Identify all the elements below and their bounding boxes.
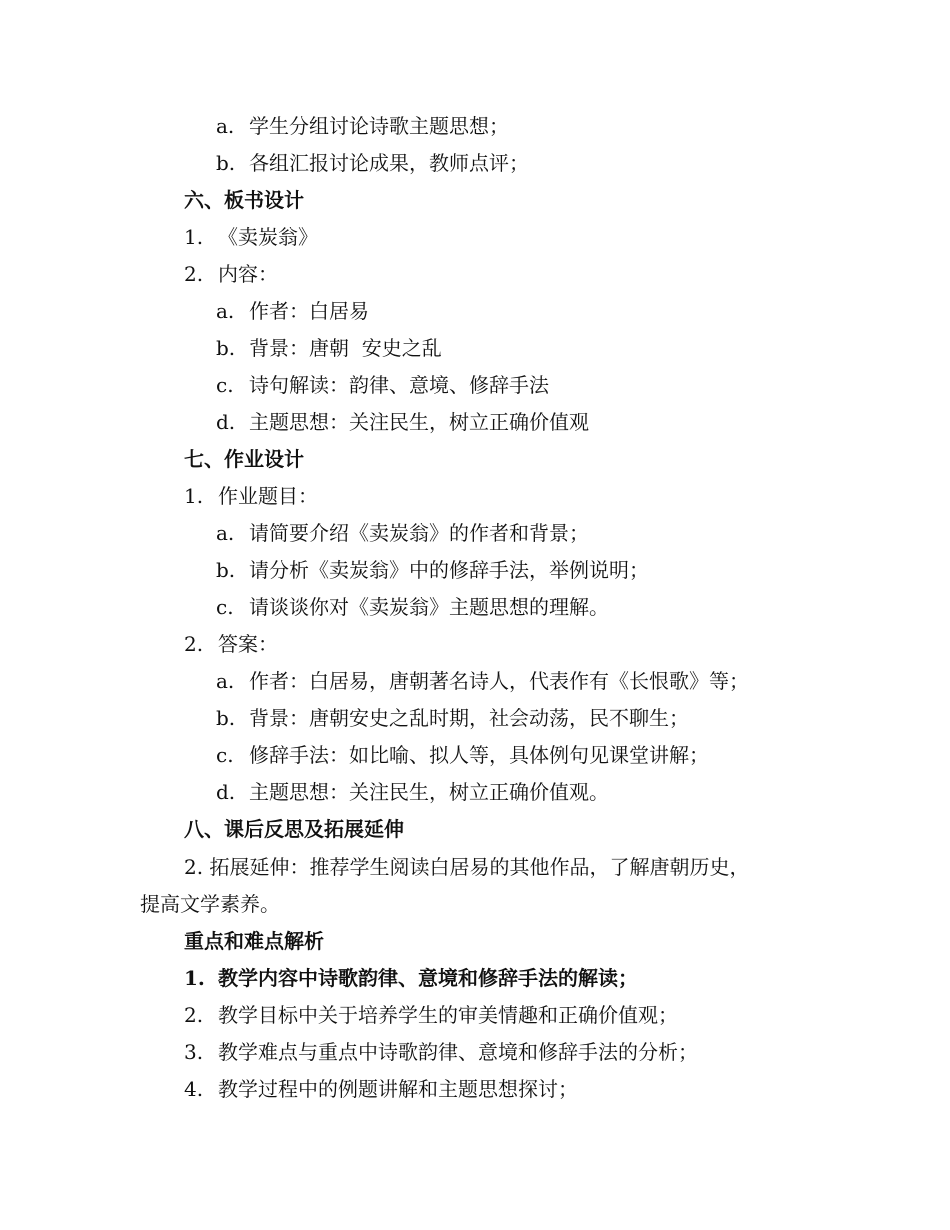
list-text: 教学目标中关于培养学生的审美情趣和正确价值观；	[218, 1003, 678, 1027]
list-item	[184, 629, 278, 659]
list-marker: 2.	[184, 632, 204, 656]
list-text: 请分析《卖炭翁》中的修辞手法，举例说明；	[249, 558, 649, 582]
list-marker: 2.	[184, 262, 204, 286]
list-text: 各组汇报讨论成果，教师点评；	[249, 151, 529, 175]
list-text: 教学过程中的例题讲解和主题思想探讨；	[218, 1077, 578, 1101]
list-item	[184, 259, 278, 289]
list-text: 作业题目：	[218, 484, 318, 508]
list-text: 背景：唐朝安史之乱时期，社会动荡，民不聊生；	[249, 706, 689, 730]
list-marker: d.	[216, 410, 236, 434]
list-marker: c.	[216, 373, 234, 397]
list-text: 主题思想：关注民生，树立正确价值观	[249, 410, 589, 434]
list-text: 请简要介绍《卖炭翁》的作者和背景；	[249, 521, 589, 545]
paragraph-line: 提高文学素养。	[140, 892, 280, 916]
list-marker: d.	[216, 780, 236, 804]
list-item	[216, 111, 509, 141]
list-item	[216, 666, 749, 696]
list-marker: a.	[216, 299, 235, 323]
list-marker: 2.	[184, 1003, 204, 1027]
list-marker: 4.	[184, 1077, 204, 1101]
list-marker: a.	[216, 669, 235, 693]
list-marker: c.	[216, 595, 234, 619]
list-item	[184, 222, 318, 252]
list-item	[184, 1037, 698, 1067]
list-marker: a.	[216, 114, 235, 138]
list-item	[216, 703, 689, 733]
list-marker: a.	[216, 521, 235, 545]
list-marker: b.	[216, 336, 236, 360]
list-text: 作者：白居易，唐朝著名诗人，代表作有《长恨歌》等；	[249, 669, 749, 693]
section-heading: 七、作业设计	[184, 447, 304, 471]
list-marker: 1.	[184, 484, 204, 508]
list-item	[216, 370, 549, 400]
list-marker: 3.	[184, 1040, 204, 1064]
list-marker: b.	[216, 706, 236, 730]
list-item	[216, 333, 442, 363]
section-heading: 重点和难点解析	[184, 929, 324, 953]
section-heading: 八、课后反思及拓展延伸	[184, 817, 404, 841]
list-text: 教学内容中诗歌韵律、意境和修辞手法的解读；	[218, 966, 638, 990]
list-text: 背景：唐朝 安史之乱	[249, 336, 442, 360]
list-marker: c.	[216, 743, 234, 767]
list-marker: 1.	[184, 966, 205, 990]
list-item	[216, 592, 609, 622]
paragraph-line: 2. 拓展延伸：推荐学生阅读白居易的其他作品，了解唐朝历史，	[184, 855, 750, 879]
list-text: 内容：	[218, 262, 278, 286]
list-item	[216, 777, 609, 807]
list-item	[184, 1000, 678, 1030]
list-item	[184, 963, 638, 993]
list-marker: b.	[216, 151, 236, 175]
list-marker: b.	[216, 558, 236, 582]
list-item	[184, 481, 318, 511]
list-text: 请谈谈你对《卖炭翁》主题思想的理解。	[249, 595, 609, 619]
list-text: 《卖炭翁》	[218, 225, 318, 249]
section-heading: 六、板书设计	[184, 188, 304, 212]
list-text: 教学难点与重点中诗歌韵律、意境和修辞手法的分析；	[218, 1040, 698, 1064]
list-item	[216, 296, 369, 326]
list-item	[216, 407, 589, 437]
list-text: 修辞手法：如比喻、拟人等，具体例句见课堂讲解；	[249, 743, 709, 767]
list-item	[184, 1074, 578, 1104]
list-text: 诗句解读：韵律、意境、修辞手法	[249, 373, 549, 397]
list-item	[216, 740, 709, 770]
list-text: 作者：白居易	[249, 299, 369, 323]
list-text: 答案：	[218, 632, 278, 656]
list-item	[216, 148, 529, 178]
list-item	[216, 555, 649, 585]
list-marker: 1.	[184, 225, 204, 249]
list-item	[216, 518, 589, 548]
list-text: 主题思想：关注民生，树立正确价值观。	[249, 780, 609, 804]
list-text: 学生分组讨论诗歌主题思想；	[249, 114, 509, 138]
